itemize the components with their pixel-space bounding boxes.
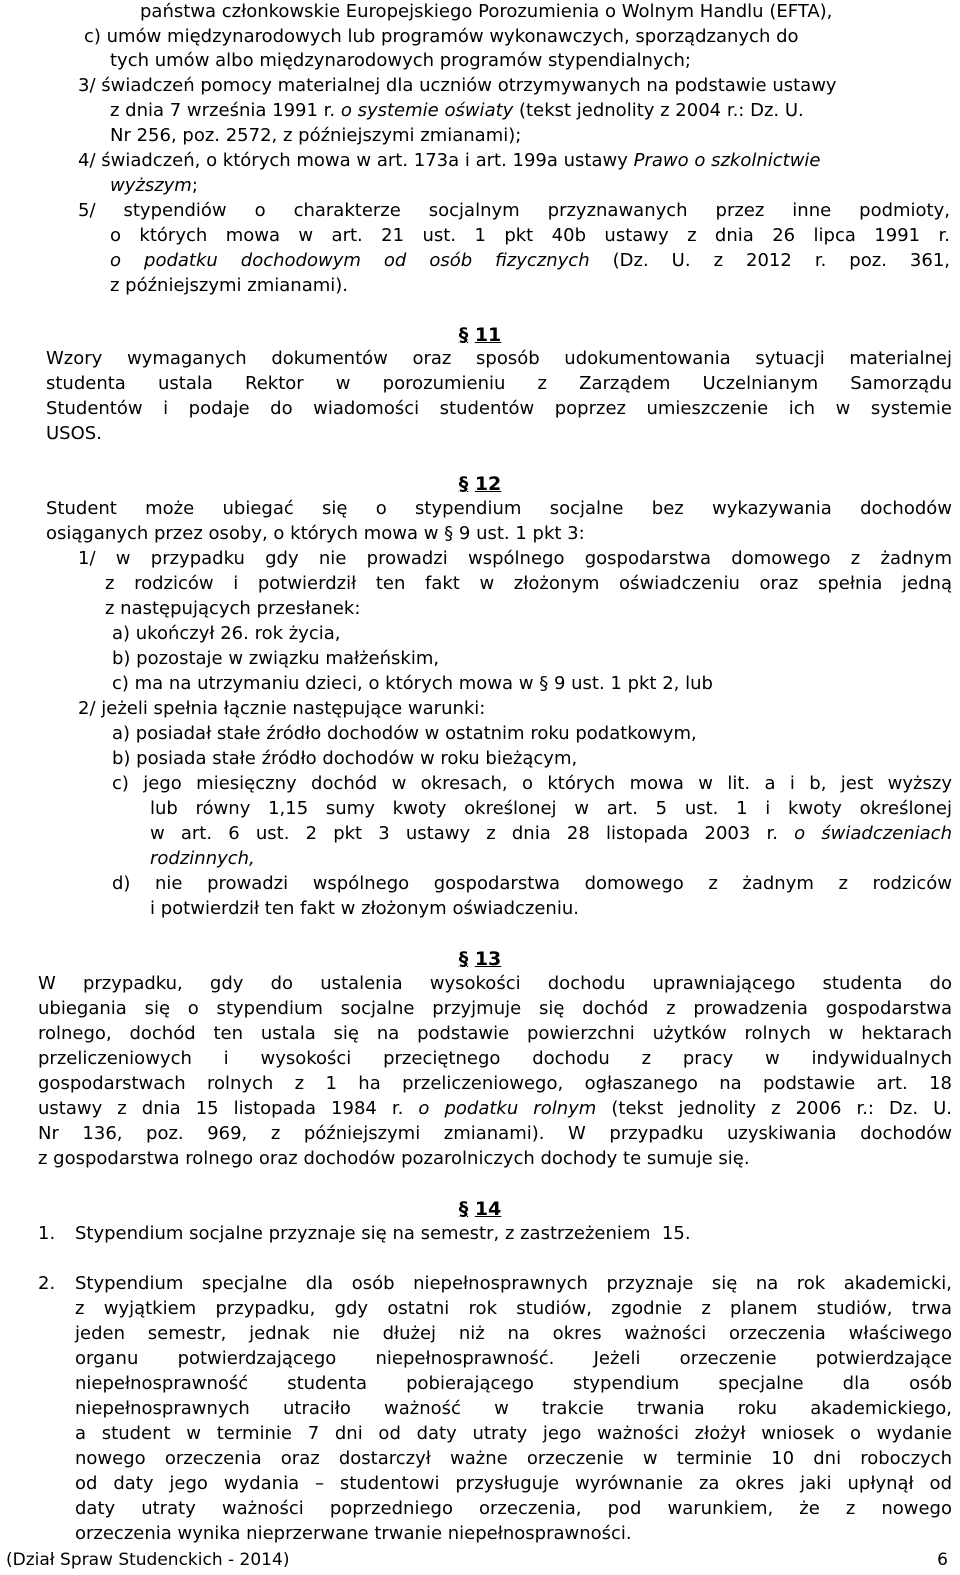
text-line: w art. 6 ust. 2 pkt 3 ustawy z dnia 28 listopada 2003 r. o świadczeniach	[150, 823, 952, 844]
footer-label: (Dział Spraw Studenckich - 2014)	[6, 1550, 290, 1570]
text-line: c) umów międzynarodowych lub programów wykonawczych, sporządzanych do	[84, 26, 799, 47]
text-line: studenta ustala Rektor w porozumieniu z Zarządem Uczelnianym Samorządu	[46, 373, 952, 394]
text-line: Student może ubiegać się o stypendium socjalne bez wykazywania dochodów	[46, 498, 952, 519]
list-item: a) ukończył 26. rok życia,	[112, 623, 341, 644]
section-heading: § 14	[458, 1198, 502, 1220]
text-line: daty utraty ważności poprzedniego orzeczenia, pod warunkiem, że z nowego	[75, 1498, 952, 1519]
text-line: gospodarstwach rolnych z 1 ha przeliczeniowego, ogłaszanego na podstawie art. 18	[38, 1073, 952, 1094]
list-item: 2/ jeżeli spełnia łącznie następujące warunki:	[78, 698, 486, 719]
section-heading: § 12	[458, 473, 502, 495]
text-line: z następujących przesłanek:	[105, 598, 361, 619]
text-line: rodzinnych,	[150, 848, 255, 869]
list-item: d) nie prowadzi wspólnego gospodarstwa domowego z żadnym z rodziców	[112, 873, 952, 894]
section-heading: § 13	[458, 948, 502, 970]
list-item: c) ma na utrzymaniu dzieci, o których mowa w § 9 ust. 1 pkt 2, lub	[112, 673, 713, 694]
text-line: o których mowa w art. 21 ust. 1 pkt 40b ustawy z dnia 26 lipca 1991 r.	[110, 225, 950, 246]
text-line: o podatku dochodowym od osób fizycznych (Dz. U. z 2012 r. poz. 361,	[110, 250, 950, 271]
text-line: z dnia 7 września 1991 r. o systemie oświaty (tekst jednolity z 2004 r.: Dz. U.	[110, 100, 804, 121]
list-number: 1.	[38, 1223, 56, 1244]
text-line: z gospodarstwa rolnego oraz dochodów pozarolniczych dochody te sumuje się.	[38, 1148, 750, 1169]
text-line: Studentów i podaje do wiadomości studentów poprzez umieszczenie ich w systemie	[46, 398, 952, 419]
text-line: Wzory wymaganych dokumentów oraz sposób udokumentowania sytuacji materialnej	[46, 348, 952, 369]
text-line: a student w terminie 7 dni od daty utraty jego ważności złożył wniosek o wydanie	[75, 1423, 952, 1444]
list-number: 2.	[38, 1273, 56, 1294]
text-line: rolnego, dochód ten ustala się na podstawie powierzchni użytków rolnych w hektarach	[38, 1023, 952, 1044]
text-line: od daty jego wydania – studentowi przysługuje wyrównanie za okres jaki upłynął od	[75, 1473, 952, 1494]
text-line: i potwierdził ten fakt w złożonym oświadczeniu.	[150, 898, 579, 919]
page-number: 6	[937, 1550, 948, 1570]
text-line: przeliczeniowych i wysokości przeciętnego dochodu z pracy w indywidualnych	[38, 1048, 952, 1069]
text-line: państwa członkowskie Europejskiego Porozumienia o Wolnym Handlu (EFTA),	[140, 1, 833, 22]
text-line: Nr 256, poz. 2572, z późniejszymi zmianami);	[110, 125, 522, 146]
page-footer	[6, 1548, 954, 1572]
text-line: Nr 136, poz. 969, z późniejszymi zmianami). W przypadku uzyskiwania dochodów	[38, 1123, 952, 1144]
list-item: c) jego miesięczny dochód w okresach, o których mowa w lit. a i b, jest wyższy	[112, 773, 952, 794]
text-line: ubiegania się o stypendium socjalne przyjmuje się dochód z prowadzenia gospodarstwa	[38, 998, 952, 1019]
text-line: lub równy 1,15 sumy kwoty określonej w art. 5 ust. 1 i kwoty określonej	[150, 798, 952, 819]
text-line: 1/ w przypadku gdy nie prowadzi wspólnego gospodarstwa domowego z żadnym	[78, 548, 952, 569]
text-line: nowego orzeczenia oraz dostarczył ważne orzeczenie w terminie 10 dni roboczych	[75, 1448, 952, 1469]
text-line: niepełnosprawnych utraciło ważność w trakcie trwania roku akademickiego,	[75, 1398, 952, 1419]
text-line: tych umów albo międzynarodowych programów stypendialnych;	[110, 50, 691, 71]
text-line: 3/ świadczeń pomocy materialnej dla uczniów otrzymywanych na podstawie ustawy	[78, 75, 837, 96]
text-line: z późniejszymi zmianami).	[110, 275, 349, 296]
text-line: 4/ świadczeń, o których mowa w art. 173a i art. 199a ustawy Prawo o szkolnictwie	[78, 150, 821, 171]
text-line: z rodziców i potwierdził ten fakt w złożonym oświadczeniu oraz spełnia jedną	[105, 573, 952, 594]
list-item: b) pozostaje w związku małżeńskim,	[112, 648, 440, 669]
text-line: osiąganych przez osoby, o których mowa w § 9 ust. 1 pkt 3:	[46, 523, 585, 544]
section-heading: § 11	[458, 324, 502, 346]
text-line: USOS.	[46, 423, 102, 444]
text-line: ustawy z dnia 15 listopada 1984 r. o podatku rolnym (tekst jednolity z 2006 r.: Dz. U.	[38, 1098, 953, 1119]
text-line: Stypendium socjalne przyznaje się na semestr, z zastrzeżeniem 15.	[75, 1223, 691, 1244]
text-line: W przypadku, gdy do ustalenia wysokości dochodu uprawniającego studenta do	[38, 973, 952, 994]
text-line: orzeczenia wynika nieprzerwane trwanie niepełnosprawności.	[75, 1523, 632, 1544]
text-line: wyższym;	[110, 175, 198, 196]
text-line: niepełnosprawność studenta pobierającego stypendium specjalne dla osób	[75, 1373, 952, 1394]
list-item: a) posiadał stałe źródło dochodów w ostatnim roku podatkowym,	[112, 723, 697, 744]
text-line: z wyjątkiem przypadku, gdy ostatni rok studiów, zgodnie z planem studiów, trwa	[75, 1298, 952, 1319]
list-item: b) posiada stałe źródło dochodów w roku bieżącym,	[112, 748, 578, 769]
text-line: jeden semestr, jednak nie dłużej niż na okres ważności orzeczenia właściwego	[75, 1323, 952, 1344]
text-line: 5/ stypendiów o charakterze socjalnym przyznawanych przez inne podmioty,	[78, 200, 950, 221]
text-line: Stypendium specjalne dla osób niepełnosprawnych przyznaje się na rok akademicki,	[75, 1273, 952, 1294]
text-line: organu potwierdzającego niepełnosprawność. Jeżeli orzeczenie potwierdzające	[75, 1348, 952, 1369]
